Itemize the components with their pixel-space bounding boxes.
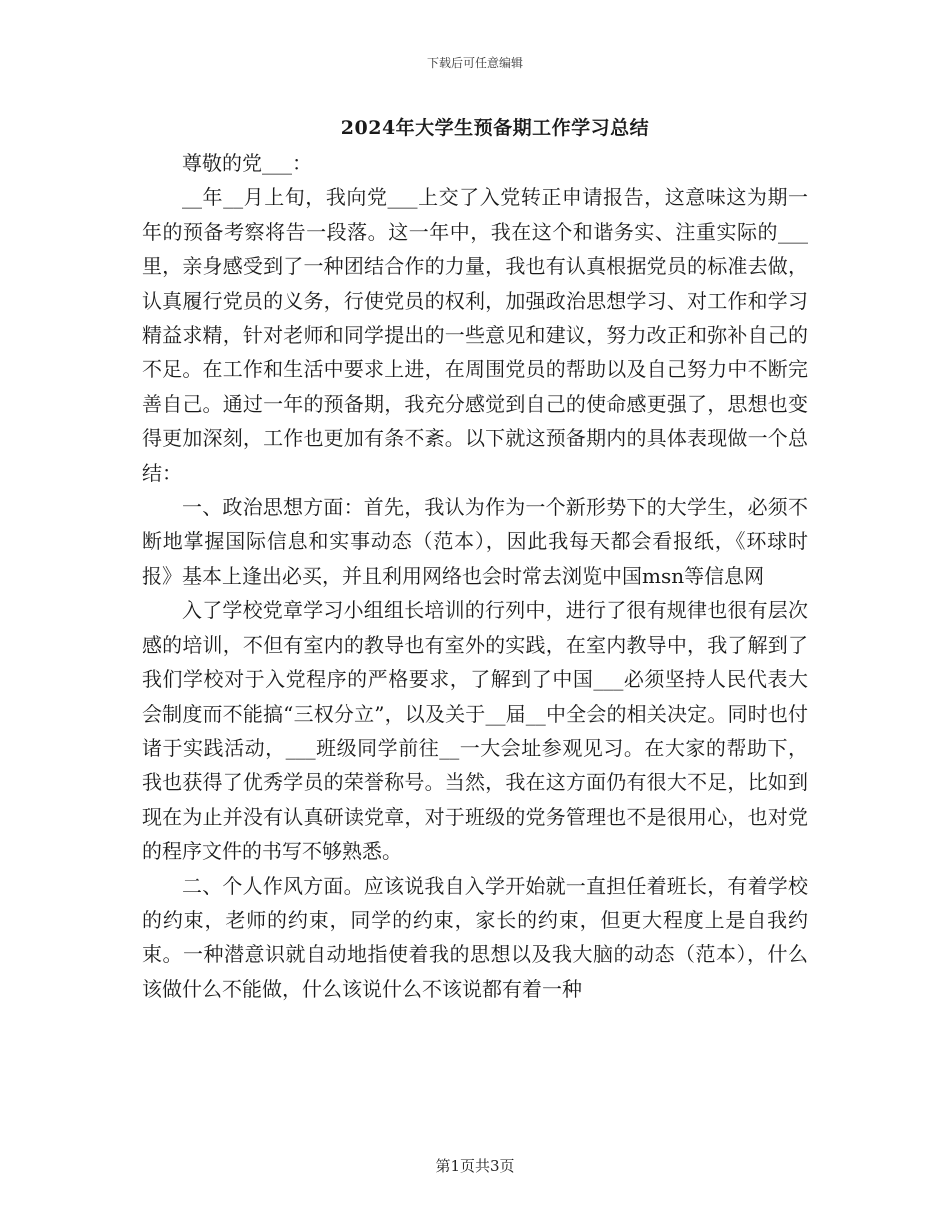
- page-number: 第1页共3页: [435, 1157, 515, 1175]
- paragraph: 二、个人作风方面。应该说我自入学开始就一直担任着班长，有着学校的约束，老师的约束，同学的约束，家长的约束，但更大程度上是自我约束。一种潜意识就自动地指使着我的思想以及我大脑的动态（范本），什么该做什么不能做，什么该说什么不该说都有着一种: [142, 873, 808, 1001]
- document-title: 2024年大学生预备期工作学习总结: [340, 117, 650, 139]
- paragraph: __年__月上旬，我向党___上交了入党转正申请报告，这意味这为期一年的预备考察将告一段落。这一年中，我在这个和谐务实、注重实际的___里，亲身感受到了一种团结合作的力量，我也有认真根据党员的标准去做，认真履行党员的义务，行使党员的权利，加强政治思想学习、对工作和学习精益求精，针对老师和同学提出的一些意见和建议，努力改正和弥补自己的不足。在工作和生活中要求上进，在周围党员的帮助以及自己努力中不断完善自己。通过一年的预备期，我充分感觉到自己的使命感更强了，思想也变得更加深刻，工作也更加有条不紊。以下就这预备期内的具体表现做一个总结：: [142, 185, 808, 485]
- paragraph: 一、政治思想方面：首先，我认为作为一个新形势下的大学生，必须不断地掌握国际信息和实事动态（范本），因此我每天都会看报纸，《环球时报》基本上逢出必买，并且利用网络也会时常去浏览中国msn等信息网: [142, 495, 808, 588]
- document-body: [142, 146, 808, 1006]
- header-note: 下载后可任意编辑: [426, 56, 523, 70]
- paragraph: 入了学校党章学习小组组长培训的行列中，进行了很有规律也很有层次感的培训，不但有室内的教导也有室外的实践，在室内教导中，我了解到了我们学校对于入党程序的严格要求，了解到了中国___必须坚持人民代表大会制度而不能搞“三权分立”，以及关于__届__中全会的相关决定。同时也付诸于实践活动，___班级同学前往__一大会址参观见习。在大家的帮助下，我也获得了优秀学员的荣誉称号。当然，我在这方面仍有很大不足，比如到现在为止并没有认真研读党章，对于班级的党务管理也不是很用心，也对党的程序文件的书写不够熟悉。: [142, 598, 808, 864]
- greeting-line: 尊敬的党___：: [182, 151, 312, 175]
